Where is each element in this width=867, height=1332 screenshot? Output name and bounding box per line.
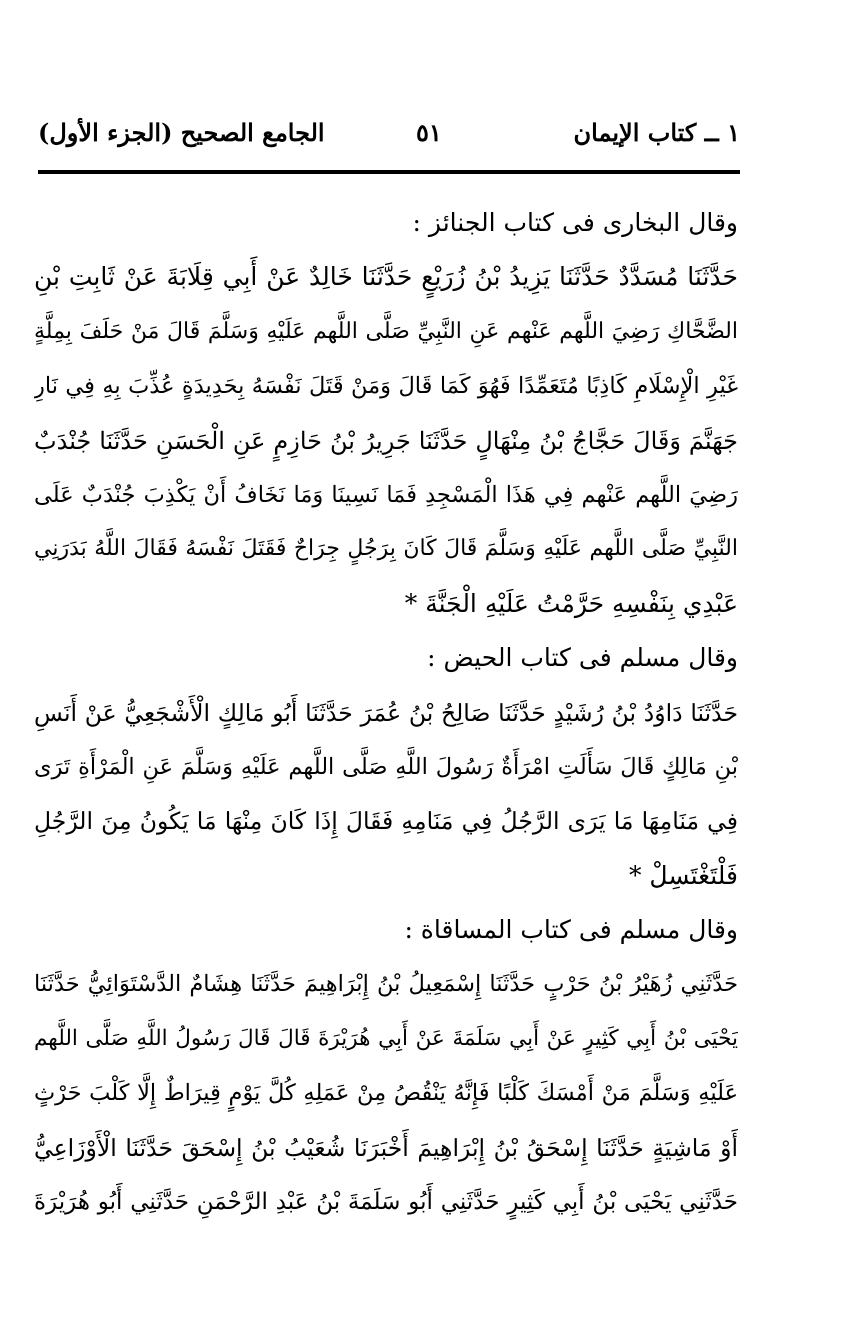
page-number: ٥١ [416, 118, 442, 147]
text-line: حَدَّثَنِي يَحْيَى بْنُ أَبِي كَثِيرٍ حَدَّثَنِي أَبُو سَلَمَةَ بْنُ عَبْدِ الرَّحْمَنِ حَدَّثَنِي أَبُو هُرَيْرَةَ [34, 1189, 738, 1216]
header-rule [38, 170, 740, 174]
text-line: يَحْيَى بْنُ أَبِي كَثِيرٍ عَنْ أَبِي سَلَمَةَ عَنْ أَبِي هُرَيْرَةَ قَالَ قَالَ رَسُولُ اللَّهِ صَلَّى اللَّهم [34, 1025, 738, 1051]
text-line: غَيْرِ الْإِسْلَامِ كَاذِبًا مُتَعَمِّدًا فَهُوَ كَمَا قَالَ وَمَنْ قَتَلَ نَفْسَهُ بِحَدِيدَةٍ عُذِّبَ بِهِ فِي نَارِ [34, 373, 738, 400]
section-heading-muslim-musaqat: وقال مسلم فى كتاب المساقاة : [404, 915, 738, 945]
text-line: أَوْ مَاشِيَةٍ حَدَّثَنَا إِسْحَقُ بْنُ إِبْرَاهِيمَ أَخْبَرَنَا شُعَيْبُ بْنُ إِسْحَقَ حَدَّثَنَا الْأَوْزَاعِيُّ [34, 1133, 738, 1162]
text-line: بْنِ مَالِكٍ قَالَ سَأَلَتِ امْرَأَةٌ رَسُولَ اللَّهِ صَلَّى اللَّهم عَلَيْهِ وَسَلَّمَ عَنِ الْمَرْأَةِ تَرَى [34, 753, 738, 780]
text-line: حَدَّثَنِي زُهَيْرُ بْنُ حَرْبٍ حَدَّثَنَا إِسْمَعِيلُ بْنُ إِبْرَاهِيمَ حَدَّثَنَا هِشَامٌ الدَّسْتَوَائِيُّ حَدَّثَنَا [34, 971, 738, 998]
text-line: جَهَنَّمَ وَقَالَ حَجَّاجُ بْنُ مِنْهَالٍ حَدَّثَنَا جَرِيرُ بْنُ حَازِمٍ عَنِ الْحَسَنِ حَدَّثَنَا جُنْدَبٌ [34, 426, 738, 455]
text-line: حَدَّثَنَا دَاوُدُ بْنُ رُشَيْدٍ حَدَّثَنَا صَالِحُ بْنُ عُمَرَ حَدَّثَنَا أَبُو مَالِكٍ الْأَشْجَعِيُّ عَنْ أَنَسِ [34, 698, 738, 727]
text-line: عَبْدِي بِنَفْسِهِ حَرَّمْتُ عَلَيْهِ الْجَنَّةَ * [404, 588, 738, 618]
text-line: فَلْتَغْتَسِلْ * [628, 860, 738, 890]
section-heading-muslim-hayd: وقال مسلم فى كتاب الحيض : [427, 643, 738, 673]
main-text [34, 196, 738, 1229]
page-header [38, 110, 740, 156]
text-line: عَلَيْهِ وَسَلَّمَ مَنْ أَمْسَكَ كَلْبًا فَإِنَّهُ يَنْقُصُ مِنْ عَمَلِهِ كُلَّ يَوْمٍ قِيرَاطٌ إِلَّا كَلْبَ حَرْثٍ [34, 1080, 738, 1107]
text-line: حَدَّثَنَا مُسَدَّدٌ حَدَّثَنَا يَزِيدُ بْنُ زُرَيْعٍ حَدَّثَنَا خَالِدٌ عَنْ أَبِي قِلَابَةَ عَنْ ثَابِتِ بْنِ [34, 262, 738, 292]
text-line: النَّبِيِّ صَلَّى اللَّهم عَلَيْهِ وَسَلَّمَ قَالَ كَانَ بِرَجُلٍ جِرَاحٌ فَقَتَلَ نَفْسَهُ فَقَالَ اللَّهُ بَدَرَنِي [34, 536, 738, 562]
chapter-title: ١ ــ كتاب الإيمان [573, 118, 740, 147]
text-line: رَضِيَ اللَّهم عَنْهم فِي هَذَا الْمَسْجِدِ فَمَا نَسِينَا وَمَا نَخَافُ أَنْ يَكْذِبَ جُنْدَبٌ عَلَى [34, 481, 738, 508]
section-heading-bukhari: وقال البخارى فى كتاب الجنائز : [412, 208, 738, 237]
text-line: الضَّحَّاكِ رَضِيَ اللَّهم عَنْهم عَنِ النَّبِيِّ صَلَّى اللَّهم عَلَيْهِ وَسَلَّمَ قَالَ مَنْ حَلَفَ بِمِلَّةٍ [34, 318, 738, 344]
text-line: فِي مَنَامِهَا مَا يَرَى الرَّجُلُ فِي مَنَامِهِ فَقَالَ إِذَا كَانَ مِنْهَا مَا يَكُونُ مِنَ الرَّجُلِ [34, 807, 738, 836]
book-title: الجامع الصحيح (الجزء الأول) [38, 118, 325, 147]
